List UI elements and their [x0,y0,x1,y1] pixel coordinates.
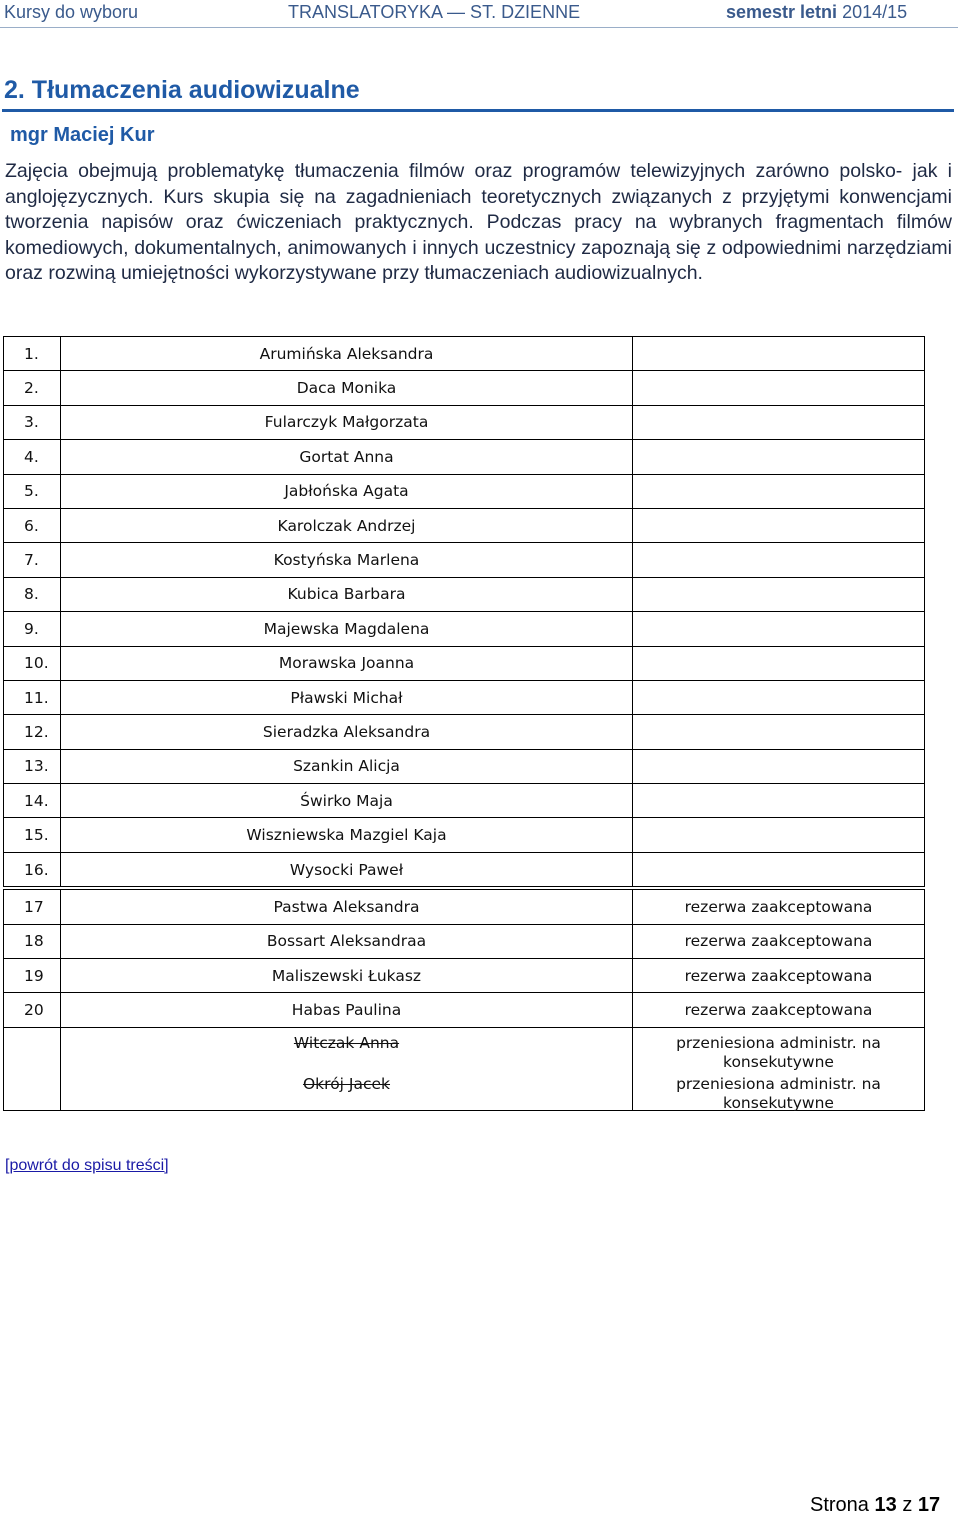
page-number [810,1494,940,1517]
row-number: 6. [4,508,61,542]
row-number: 3. [4,405,61,439]
table-row [4,959,925,993]
status-note [633,440,925,474]
table-row [4,612,925,646]
table-row [4,646,925,680]
transfer-notes [633,1027,925,1110]
struck-student-name: Okrój Jacek [302,1074,391,1093]
header-program: TRANSLATORYKA — ST. DZIENNE [288,2,581,22]
student-name: Karolczak Andrzej [61,508,633,542]
table-row [4,749,925,783]
student-name: Pastwa Aleksandra [61,890,633,924]
student-name: Fularczyk Małgorzata [61,405,633,439]
status-note [633,680,925,714]
student-name: Morawska Joanna [61,646,633,680]
status-note: rezerwa zaakceptowana [633,993,925,1027]
student-name: Sieradzka Aleksandra [61,715,633,749]
student-name: Habas Paulina [61,993,633,1027]
table-row [4,577,925,611]
header-semester-label: semestr letni [726,2,838,22]
table-row [4,818,925,852]
status-note: rezerwa zaakceptowana [633,959,925,993]
table-row [4,337,925,371]
student-name: Arumińska Aleksandra [61,337,633,371]
student-name: Bossart Aleksandraa [61,924,633,958]
table-row [4,508,925,542]
page-label: Strona [810,1494,869,1516]
student-name: Jabłońska Agata [61,474,633,508]
row-number: 20 [4,993,61,1027]
row-number: 9. [4,612,61,646]
row-number: 19 [4,959,61,993]
table-row [4,852,925,886]
header-year: 2014/15 [842,2,908,22]
status-note [633,646,925,680]
status-note [633,577,925,611]
table-row [4,715,925,749]
transfer-note: przeniesiona administr. na konsekutywne [676,1074,881,1112]
row-number: 10. [4,646,61,680]
row-number: 16. [4,852,61,886]
row-number: 7. [4,543,61,577]
student-name: Gortat Anna [61,440,633,474]
status-note [633,405,925,439]
page-separator: z [902,1494,913,1516]
header-course-type: Kursy do wyboru [4,2,139,22]
status-note [633,337,925,371]
table-row [4,440,925,474]
row-number: 13. [4,749,61,783]
status-note [633,852,925,886]
student-name: Kostyńska Marlena [61,543,633,577]
status-note [633,784,925,818]
struck-student-name: Witczak Anna [293,1033,400,1052]
student-name: Szankin Alicja [61,749,633,783]
student-name: Kubica Barbara [61,577,633,611]
struck-names [61,1027,633,1110]
table-row [4,405,925,439]
table-row [4,784,925,818]
status-note [633,749,925,783]
table-row [4,680,925,714]
status-note [633,508,925,542]
instructor-name: mgr Maciej Kur [10,124,155,146]
status-note [633,612,925,646]
row-number: 8. [4,577,61,611]
student-name: Świrko Maja [61,784,633,818]
table-row [4,890,925,924]
status-note [633,543,925,577]
section-title: 2. Tłumaczenia audiowizualne [4,76,360,104]
status-note: rezerwa zaakceptowana [633,924,925,958]
row-number: 12. [4,715,61,749]
row-number: 17 [4,890,61,924]
row-number: 4. [4,440,61,474]
status-note [633,371,925,405]
status-note [633,474,925,508]
table-row [4,543,925,577]
student-name: Pławski Michał [61,680,633,714]
title-divider [2,109,954,112]
back-to-toc-link[interactable]: [powrót do spisu treści] [5,1157,169,1174]
row-number: 5. [4,474,61,508]
student-roster-table [3,336,925,1111]
student-name: Majewska Magdalena [61,612,633,646]
student-name: Maliszewski Łukasz [61,959,633,993]
student-name: Wiszniewska Mazgiel Kaja [61,818,633,852]
total-pages: 17 [917,1494,941,1516]
status-note [633,818,925,852]
status-note [633,715,925,749]
header-divider [0,27,958,28]
header-semester [726,2,907,23]
row-number: 18 [4,924,61,958]
table-row [4,371,925,405]
current-page: 13 [874,1494,897,1516]
course-description: Zajęcia obejmują problematykę tłumaczenia filmów oraz programów telewizyjnych zarówno polsko- jak i anglojęzycznych. Kurs skupia się na zagadnieniach teoretycznych związanych z przyjętymi konwencjami tworzenia napisów oraz ćwiczeniach praktycznych. Podczas pracy na wybranych fragmentach filmów komediowych, dokumentalnych, animowanych i innych uczestnicy zapoznają się z odpowiednimi narzędziami oraz rozwiną umiejętności wykorzystywane przy tłumaczeniach audiowizualnych. [5,160,952,284]
row-number: 1. [4,337,61,371]
table-row [4,924,925,958]
row-number: 15. [4,818,61,852]
table-row [4,993,925,1027]
student-name: Wysocki Paweł [61,852,633,886]
row-number: 14. [4,784,61,818]
row-number: 11. [4,680,61,714]
transferred-students-row [4,1027,925,1110]
page-header [0,0,960,26]
status-note: rezerwa zaakceptowana [633,890,925,924]
row-number: 2. [4,371,61,405]
row-number [4,1027,61,1110]
transfer-note: przeniesiona administr. na konsekutywne [676,1033,881,1071]
student-name: Daca Monika [61,371,633,405]
table-row [4,474,925,508]
